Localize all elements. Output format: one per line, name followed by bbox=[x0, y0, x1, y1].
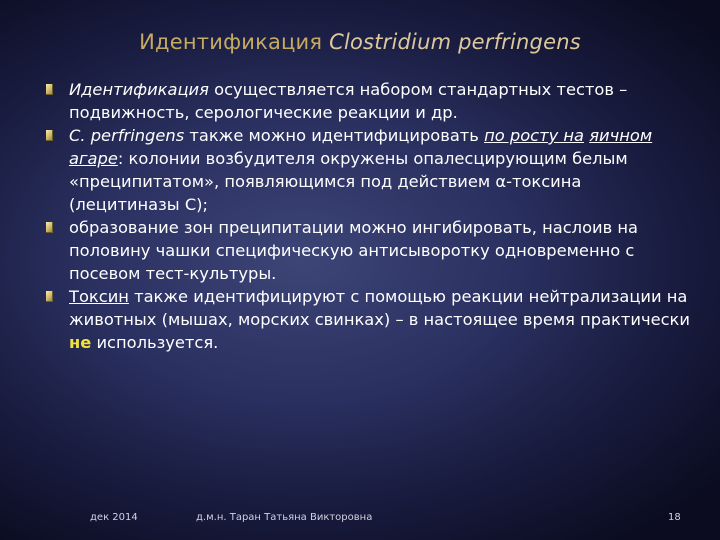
footer-author: д.м.н. Таран Татьяна Викторовна bbox=[196, 512, 373, 523]
bullet-marker-icon bbox=[46, 130, 53, 141]
bullet-list bbox=[44, 78, 694, 354]
bullet-1-text: осуществляется набором стандартных тестов – подвижность, серологические реакции и др. bbox=[69, 80, 628, 122]
bullet-item bbox=[44, 216, 694, 285]
bullet-4-rest: используется. bbox=[91, 333, 219, 352]
bullet-marker-icon bbox=[46, 84, 53, 95]
title-main: Идентификация bbox=[139, 30, 323, 54]
bullet-item bbox=[44, 78, 694, 124]
bullet-item bbox=[44, 124, 694, 216]
bullet-4-text: также идентифицируют с помощью реакции нейтрализации на животных (мышах, морских свинках) – в настоящее время практически bbox=[69, 287, 690, 329]
footer-date: дек 2014 bbox=[90, 512, 138, 523]
bullet-2-rest: : колонии возбудителя окружены опалесцирующим белым «преципитатом», появляющимся под действием α-токсина (лецитиназы С); bbox=[69, 149, 628, 214]
bullet-marker-icon bbox=[46, 222, 53, 233]
bullet-3-text: образование зон преципитации можно ингибировать, наслоив на половину чашки специфическую антисыворотку одновременно с посевом тест-культуры. bbox=[69, 218, 639, 283]
bullet-marker-icon bbox=[46, 291, 53, 302]
bullet-item bbox=[44, 285, 694, 354]
bullet-4-term: Токсин bbox=[69, 287, 129, 306]
bullet-4-highlight: не bbox=[69, 333, 92, 352]
slide-title bbox=[0, 30, 720, 54]
title-species: Clostridium perfringens bbox=[329, 30, 581, 54]
bullet-2-underlined: по росту на bbox=[484, 126, 585, 145]
bullet-1-term: Идентификация bbox=[69, 80, 209, 99]
bullet-2-underlined-italic: яичном агаре bbox=[69, 126, 653, 168]
footer-page-number: 18 bbox=[668, 512, 681, 523]
bullet-2-term: C. perfringens bbox=[69, 126, 185, 145]
bullet-2-text: также можно идентифицировать bbox=[184, 126, 485, 145]
